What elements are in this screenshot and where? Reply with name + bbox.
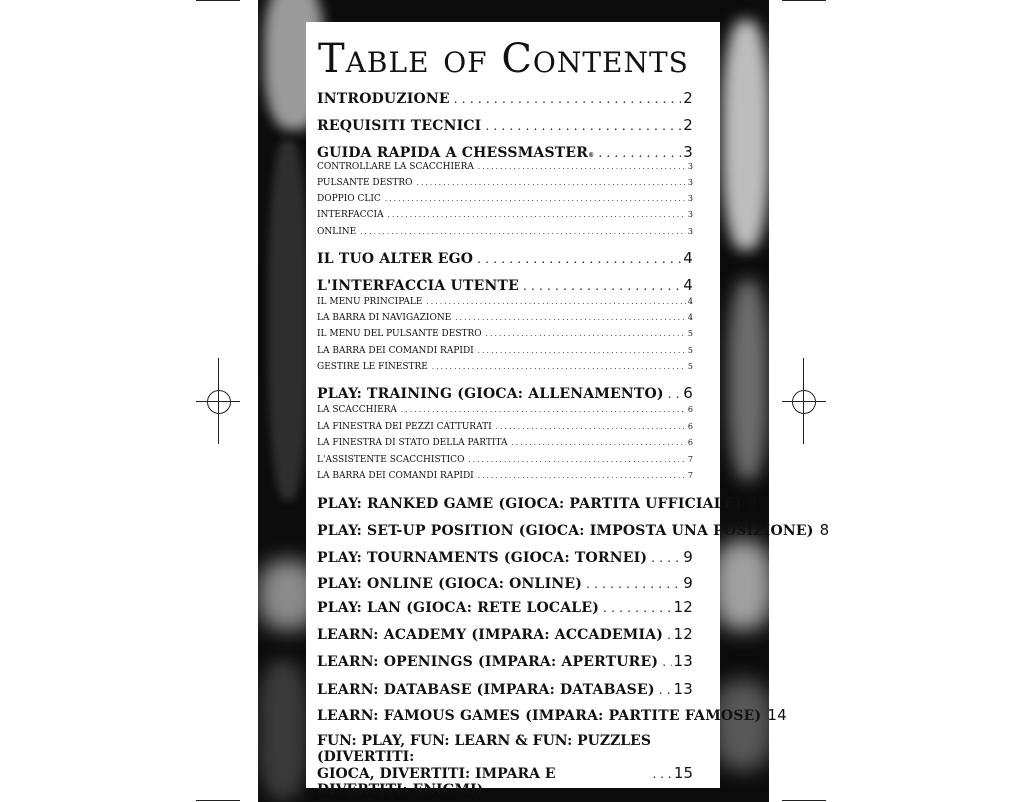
background-blur-shape bbox=[268, 140, 308, 500]
toc-entry-label: IL MENU PRINCIPALE bbox=[317, 297, 423, 307]
toc-entry-label: PLAY: SET-UP POSITION (GIOCA: IMPOSTA UNA POSIZIONE) bbox=[317, 523, 814, 539]
toc-entry-page: 4 bbox=[683, 249, 693, 267]
toc-entry-label: IL TUO ALTER EGO bbox=[317, 251, 474, 267]
toc-entry-page: 15 bbox=[673, 764, 693, 782]
leader-dots bbox=[586, 577, 681, 591]
toc-entry[interactable] bbox=[317, 405, 693, 415]
toc-entry-page: 6 bbox=[687, 422, 693, 431]
toc-entry-page: 5 bbox=[687, 362, 693, 371]
toc-entry-page: 5 bbox=[687, 346, 693, 355]
toc-entry[interactable] bbox=[317, 116, 693, 134]
toc-entry-page: 9 bbox=[683, 574, 693, 592]
toc-entry[interactable] bbox=[317, 521, 830, 539]
toc-entry-page: 6 bbox=[687, 405, 693, 414]
leader-dots bbox=[603, 601, 671, 615]
toc-entry-label: L'INTERFACCIA UTENTE bbox=[317, 278, 519, 294]
toc-entry[interactable] bbox=[317, 625, 693, 643]
toc-entry-page: 9 bbox=[683, 548, 693, 566]
leader-dots bbox=[667, 628, 671, 642]
toc-entry-page: 8 bbox=[747, 494, 758, 512]
registration-mark bbox=[207, 390, 231, 414]
toc-entry-label: REQUISITI TECNICI bbox=[317, 118, 482, 134]
toc-entry[interactable] bbox=[317, 194, 693, 204]
toc-entry-page: 13 bbox=[673, 652, 693, 670]
toc-entry-label: CONTROLLARE LA SCACCHIERA bbox=[317, 162, 474, 172]
leader-dots bbox=[417, 179, 686, 187]
leader-dots bbox=[477, 252, 681, 266]
leader-dots bbox=[385, 195, 686, 203]
toc-entry-label: LA SCACCHIERA bbox=[317, 405, 397, 415]
toc-entry-label: PULSANTE DESTRO bbox=[317, 178, 413, 188]
leader-dots bbox=[360, 228, 686, 236]
toc-entry-label: LA FINESTRA DI STATO DELLA PARTITA bbox=[317, 438, 508, 448]
crop-mark bbox=[782, 800, 826, 801]
crop-mark bbox=[196, 800, 240, 801]
toc-entry[interactable] bbox=[317, 680, 693, 698]
toc-entry[interactable] bbox=[317, 362, 693, 372]
toc-entry[interactable] bbox=[317, 598, 693, 616]
leader-dots bbox=[486, 330, 686, 338]
toc-entry-label-line: FUN: PLAY, FUN: LEARN & FUN: PUZZLES (DIVERTITI: bbox=[317, 733, 651, 765]
toc-entry-label: LEARN: DATABASE (IMPARA: DATABASE) bbox=[317, 682, 655, 698]
toc-entry-label: ONLINE bbox=[317, 227, 357, 237]
toc-entry[interactable] bbox=[317, 706, 787, 724]
toc-entry-label: GESTIRE LE FINESTRE bbox=[317, 362, 428, 372]
toc-entry-page: 3 bbox=[687, 178, 693, 187]
toc-entry-label: LEARN: ACADEMY (IMPARA: ACCADEMIA) bbox=[317, 627, 664, 643]
crop-mark bbox=[782, 0, 826, 1]
leader-dots bbox=[454, 92, 681, 106]
leader-dots bbox=[478, 163, 686, 171]
toc-entry-label: LA BARRA DEI COMANDI RAPIDI bbox=[317, 471, 474, 481]
toc-entry-page: 2 bbox=[683, 116, 693, 134]
toc-entry[interactable] bbox=[317, 249, 693, 267]
leader-dots bbox=[455, 314, 686, 322]
toc-entry-label: PLAY: LAN (GIOCA: RETE LOCALE) bbox=[317, 600, 600, 616]
toc-entry-label: L'ASSISTENTE SCACCHISTICO bbox=[317, 455, 465, 465]
toc-entry-label: LEARN: FAMOUS GAMES (IMPARA: PARTITE FAMOSE) bbox=[317, 708, 762, 724]
toc-entry-label: PLAY: TOURNAMENTS (GIOCA: TORNEI) bbox=[317, 550, 648, 566]
toc-entry[interactable] bbox=[317, 422, 693, 432]
toc-entry[interactable] bbox=[317, 89, 693, 107]
toc-entry-label: DOPPIO CLIC bbox=[317, 194, 381, 204]
leader-dots bbox=[478, 472, 686, 480]
toc-entry-label: IL MENU DEL PULSANTE DESTRO bbox=[317, 329, 482, 339]
toc-entry-label: LEARN: OPENINGS (IMPARA: APERTURE) bbox=[317, 654, 659, 670]
toc-entry-page: 14 bbox=[767, 706, 787, 724]
toc-entry-page: 2 bbox=[683, 89, 693, 107]
toc-entry[interactable] bbox=[317, 178, 693, 188]
leader-dots bbox=[523, 279, 681, 293]
toc-entry-page: 4 bbox=[687, 297, 693, 306]
leader-dots bbox=[478, 347, 686, 355]
page-title: Table of Contents bbox=[318, 36, 689, 82]
background-blur-shape bbox=[713, 680, 769, 770]
toc-entry[interactable] bbox=[317, 652, 693, 670]
background-blur-shape bbox=[728, 280, 768, 480]
toc-entry-page: 12 bbox=[673, 598, 693, 616]
leader-dots bbox=[659, 683, 672, 697]
toc-entry-page: 5 bbox=[687, 329, 693, 338]
leader-dots bbox=[432, 363, 686, 371]
toc-entry-page: 7 bbox=[687, 471, 693, 480]
toc-entry[interactable] bbox=[317, 143, 693, 161]
toc-entry-fun[interactable] bbox=[317, 733, 693, 798]
leader-dots bbox=[468, 456, 685, 464]
leader-dots bbox=[401, 406, 686, 414]
toc-entry[interactable] bbox=[317, 227, 693, 237]
registration-mark bbox=[792, 390, 816, 414]
toc-entry-page: 7 bbox=[687, 455, 693, 464]
leader-dots bbox=[662, 655, 671, 669]
toc-entry[interactable] bbox=[317, 471, 693, 481]
toc-entry[interactable] bbox=[317, 297, 693, 307]
toc-entry-page: 3 bbox=[687, 210, 693, 219]
leader-dots bbox=[426, 298, 685, 306]
toc-entry[interactable] bbox=[317, 210, 693, 220]
toc-entry[interactable] bbox=[317, 494, 758, 512]
toc-entry-page: 4 bbox=[687, 313, 693, 322]
toc-entry-page: 3 bbox=[687, 227, 693, 236]
registered-trademark-mark: ® bbox=[588, 152, 595, 159]
background-blur-shape bbox=[722, 20, 769, 250]
leader-dots bbox=[511, 439, 685, 447]
leader-dots bbox=[388, 211, 686, 219]
toc-entry-label: LA FINESTRA DEI PEZZI CATTURATI bbox=[317, 422, 492, 432]
toc-entry-label: PLAY: TRAINING (GIOCA: ALLENAMENTO) bbox=[317, 386, 664, 402]
toc-entry[interactable] bbox=[317, 384, 693, 402]
toc-entry-label: INTRODUZIONE bbox=[317, 91, 450, 107]
toc-entry-page: 3 bbox=[683, 143, 693, 161]
toc-panel bbox=[306, 22, 830, 798]
toc-entry-label-line: GIOCA, DIVERTITI: IMPARA E DIVERTITI: ENIGMI) bbox=[317, 766, 556, 798]
toc-entry-page: 13 bbox=[673, 680, 693, 698]
toc-entry[interactable] bbox=[317, 455, 693, 465]
toc-entry[interactable] bbox=[317, 162, 693, 172]
leader-dots: . . . . bbox=[652, 767, 672, 797]
leader-dots bbox=[651, 551, 681, 565]
toc-entry-page: 12 bbox=[673, 625, 693, 643]
toc-entry-label: LA BARRA DI NAVIGAZIONE bbox=[317, 313, 452, 323]
toc-entry[interactable] bbox=[317, 313, 693, 323]
toc-entry-page: 4 bbox=[683, 276, 693, 294]
leader-dots bbox=[496, 423, 686, 431]
toc-entry-page: 6 bbox=[683, 384, 693, 402]
toc-entry-label: LA BARRA DEI COMANDI RAPIDI bbox=[317, 346, 474, 356]
toc-entry[interactable] bbox=[317, 346, 693, 356]
background-blur-shape bbox=[713, 540, 769, 630]
toc-entry[interactable] bbox=[317, 276, 693, 294]
toc-entry-page: 6 bbox=[687, 438, 693, 447]
toc-entry-label: INTERFACCIA bbox=[317, 210, 384, 220]
leader-dots bbox=[485, 119, 681, 133]
toc-entry-page: 8 bbox=[819, 521, 830, 539]
leader-dots bbox=[668, 387, 682, 401]
crop-mark bbox=[196, 0, 240, 1]
toc-entry[interactable] bbox=[317, 438, 693, 448]
toc-entry[interactable] bbox=[317, 574, 693, 592]
background-blur-shape bbox=[258, 660, 308, 800]
toc-entry-label: PLAY: RANKED GAME (GIOCA: PARTITA UFFICIALE) bbox=[317, 496, 742, 512]
toc-entry[interactable] bbox=[317, 548, 693, 566]
toc-entry-label: GUIDA RAPIDA A CHESSMASTER bbox=[317, 145, 589, 161]
toc-entry[interactable] bbox=[317, 329, 693, 339]
toc-entry-page: 3 bbox=[687, 194, 693, 203]
toc-entry-label: PLAY: ONLINE (GIOCA: ONLINE) bbox=[317, 576, 583, 592]
leader-dots bbox=[598, 146, 681, 160]
toc-entry-page: 3 bbox=[687, 162, 693, 171]
